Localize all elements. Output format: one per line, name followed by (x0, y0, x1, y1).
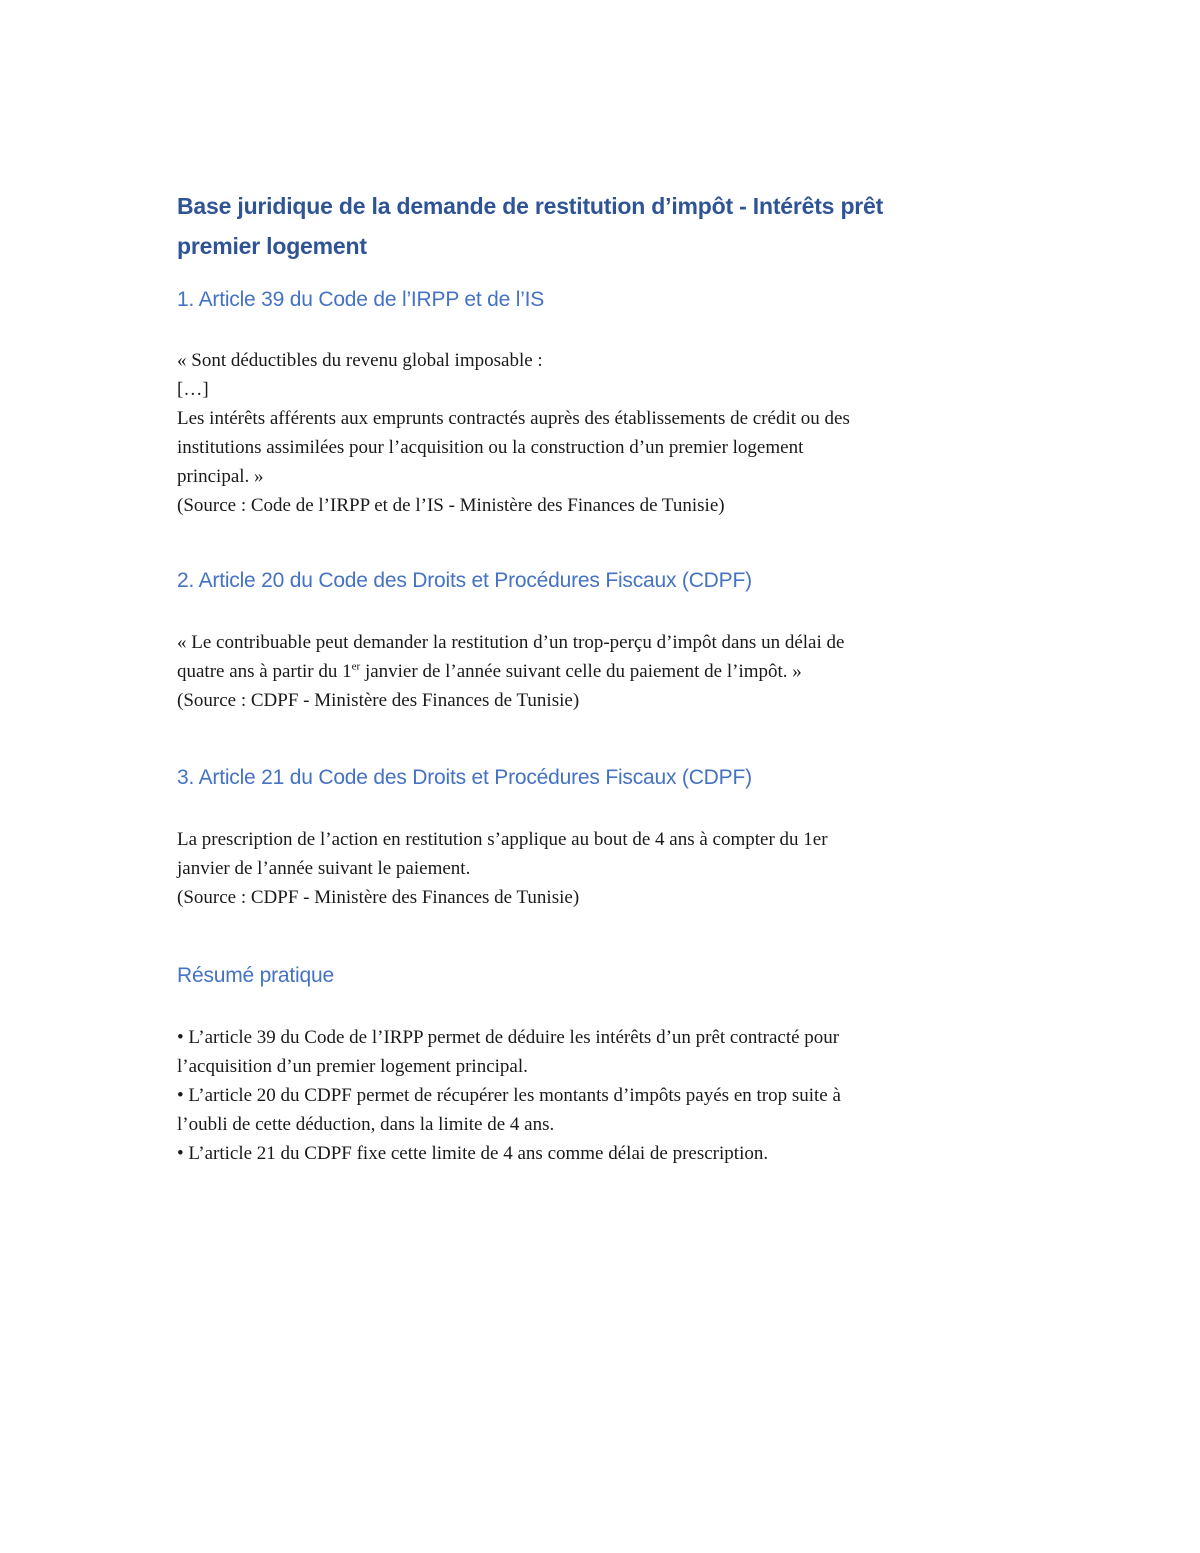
article-39-quote (177, 346, 1037, 520)
article-21-text (177, 825, 1037, 912)
ordinal-superscript: er (351, 660, 361, 673)
source-line: (Source : Code de l’IRPP et de l’IS - Ministère des Finances de Tunisie) (177, 495, 725, 516)
source-line: (Source : CDPF - Ministère des Finances de Tunisie) (177, 887, 580, 908)
section-heading-article-39: 1. Article 39 du Code de l’IRPP et de l’IS (177, 288, 545, 311)
document-title-line: premier logement (177, 233, 367, 259)
summary-list (177, 1023, 1037, 1168)
document-title-line: Base juridique de la demande de restitution d’impôt - Intérêts prêt (177, 193, 884, 219)
text-line: « Sont déductibles du revenu global imposable : (177, 350, 543, 371)
text-line: […] (177, 379, 209, 400)
list-item-continuation: l’oubli de cette déduction, dans la limite de 4 ans. (177, 1114, 555, 1135)
list-item: • L’article 21 du CDPF fixe cette limite de 4 ans comme délai de prescription. (177, 1143, 769, 1164)
text-line: La prescription de l’action en restitution s’applique au bout de 4 ans à compter du 1er (177, 829, 828, 850)
article-20-quote (177, 628, 1037, 715)
section-heading-summary: Résumé pratique (177, 964, 334, 987)
list-item: • L’article 20 du CDPF permet de récupérer les montants d’impôts payés en trop suite à (177, 1085, 841, 1106)
section-heading-article-20: 2. Article 20 du Code des Droits et Procédures Fiscaux (CDPF) (177, 569, 752, 592)
section-heading-article-21: 3. Article 21 du Code des Droits et Procédures Fiscaux (CDPF) (177, 766, 752, 789)
list-item: • L’article 39 du Code de l’IRPP permet de déduire les intérêts d’un prêt contracté pour (177, 1027, 840, 1048)
text-line: principal. » (177, 466, 264, 487)
text-line: Les intérêts afférents aux emprunts contractés auprès des établissements de crédit ou des (177, 408, 850, 429)
text-line: institutions assimilées pour l’acquisition ou la construction d’un premier logement (177, 437, 804, 458)
source-line: (Source : CDPF - Ministère des Finances de Tunisie) (177, 690, 580, 711)
text-fragment: janvier de l’année suivant celle du paiement de l’impôt. » (360, 661, 802, 682)
document-title (177, 186, 1037, 266)
document-page (177, 186, 1037, 1168)
text-line: « Le contribuable peut demander la restitution d’un trop-perçu d’impôt dans un délai de (177, 632, 845, 653)
list-item-continuation: l’acquisition d’un premier logement principal. (177, 1056, 528, 1077)
text-line: janvier de l’année suivant le paiement. (177, 858, 471, 879)
text-fragment: quatre ans à partir du 1 (177, 661, 352, 682)
text-line (177, 657, 1037, 686)
